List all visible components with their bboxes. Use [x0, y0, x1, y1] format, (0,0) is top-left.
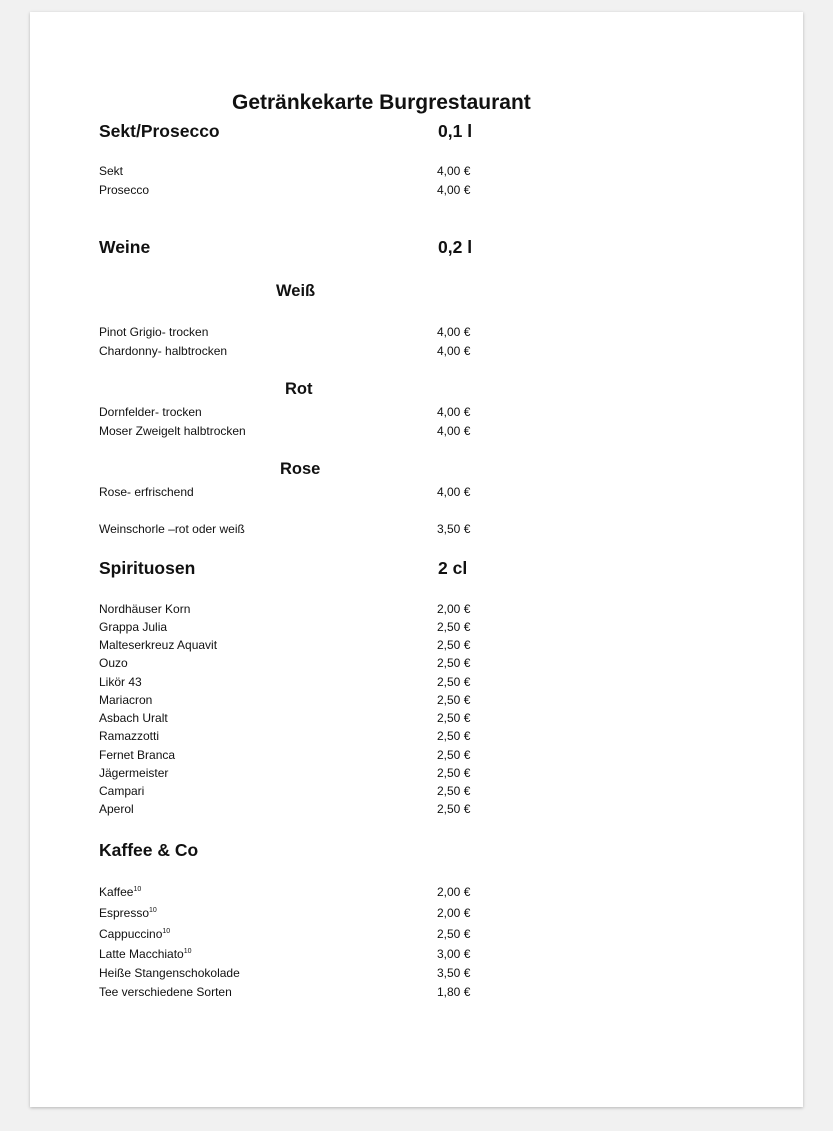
item-name: Mariacron: [99, 693, 153, 707]
footnote-marker: 10: [162, 928, 171, 935]
item-price: 1,80 €: [437, 985, 471, 999]
item-name: Chardonny- halbtrocken: [99, 344, 228, 358]
item-price: 4,00 €: [437, 325, 471, 339]
item-name: [99, 947, 192, 961]
subsection-heading-weiss: Weiß: [276, 282, 316, 300]
item-price: 2,50 €: [437, 638, 471, 652]
item-name: Tee verschiedene Sorten: [99, 985, 232, 999]
item-label: Cappuccino: [99, 927, 163, 941]
item-name: Campari: [99, 784, 145, 798]
footnote-marker: 10: [133, 886, 142, 893]
section-heading-spirituosen: Spirituosen: [99, 558, 196, 578]
item-name: Aperol: [99, 802, 134, 816]
item-name: Grappa Julia: [99, 620, 168, 634]
item-name: Ramazzotti: [99, 729, 160, 743]
section-size-spirituosen: 2 cl: [438, 558, 468, 578]
item-price: 4,00 €: [437, 344, 471, 358]
item-name: [99, 885, 141, 899]
section-size-sekt: 0,1 l: [438, 121, 473, 141]
item-label: Kaffee: [99, 885, 134, 899]
item-price: 2,50 €: [437, 620, 471, 634]
item-price: 2,50 €: [437, 748, 471, 762]
item-price: 2,50 €: [437, 675, 471, 689]
item-name: Moser Zweigelt halbtrocken: [99, 424, 246, 438]
item-price: 4,00 €: [437, 183, 471, 197]
menu-title: Getränkekarte Burgrestaurant: [232, 91, 531, 114]
item-name: Pinot Grigio- trocken: [99, 325, 209, 339]
item-name: Prosecco: [99, 183, 150, 197]
item-name: Weinschorle –rot oder weiß: [99, 522, 245, 536]
item-price: 2,50 €: [437, 927, 471, 941]
item-price: 2,50 €: [437, 729, 471, 743]
item-price: 4,00 €: [437, 485, 471, 499]
section-heading-sekt: Sekt/Prosecco: [99, 121, 220, 141]
item-price: 2,50 €: [437, 802, 471, 816]
item-name: Asbach Uralt: [99, 711, 168, 725]
item-price: 2,00 €: [437, 602, 471, 616]
item-label: Espresso: [99, 906, 150, 920]
item-price: 3,00 €: [437, 947, 471, 961]
item-price: 3,50 €: [437, 522, 471, 536]
item-price: 4,00 €: [437, 424, 471, 438]
item-name: Dornfelder- trocken: [99, 405, 202, 419]
item-price: 2,50 €: [437, 784, 471, 798]
document-page: [30, 12, 803, 1107]
item-price: 2,00 €: [437, 906, 471, 920]
item-name: Heiße Stangenschokolade: [99, 966, 240, 980]
item-name: Rose- erfrischend: [99, 485, 194, 499]
item-price: 3,50 €: [437, 966, 471, 980]
section-heading-weine: Weine: [99, 237, 151, 257]
item-price: 2,50 €: [437, 766, 471, 780]
subsection-heading-rose: Rose: [280, 460, 321, 478]
item-price: 2,50 €: [437, 711, 471, 725]
item-name: [99, 927, 170, 941]
item-price: 2,50 €: [437, 656, 471, 670]
item-price: 4,00 €: [437, 405, 471, 419]
subsection-heading-rot: Rot: [285, 380, 313, 398]
item-name: Jägermeister: [99, 766, 169, 780]
item-name: Ouzo: [99, 656, 128, 670]
footnote-marker: 10: [149, 907, 157, 914]
item-price: 2,50 €: [437, 693, 471, 707]
section-heading-kaffee: Kaffee & Co: [99, 840, 199, 860]
item-label: Latte Macchiato: [99, 947, 184, 961]
item-name: Sekt: [99, 164, 124, 178]
item-name: Malteserkreuz Aquavit: [99, 638, 218, 652]
section-size-weine: 0,2 l: [438, 237, 473, 257]
item-name: Nordhäuser Korn: [99, 602, 191, 616]
footnote-marker: 10: [183, 948, 192, 955]
item-price: 2,00 €: [437, 885, 471, 899]
item-name: Likör 43: [99, 675, 142, 689]
item-name: [99, 906, 157, 920]
item-price: 4,00 €: [437, 164, 471, 178]
item-name: Fernet Branca: [99, 748, 176, 762]
